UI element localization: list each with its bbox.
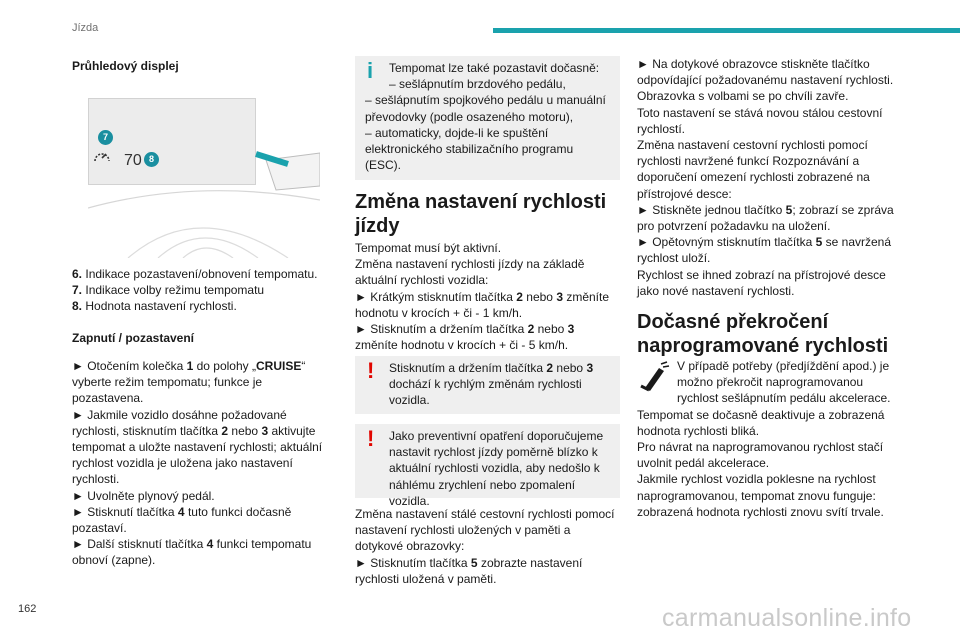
warning-icon: ! [367,426,375,451]
exceed-text: V případě potřeby (předjíždění apod.) je možno překročit naprogramovanou rychlost sešlápnutím pedálu akcelerace. Tempomat se dočasně deaktivuje a zobrazená hodnota rychlosti bliká. Pro návrat na naprogramovanou rychlost stačí uvolnit pedál akcelerace. Jakmile rychlost vozidla poklesne na rychlost naprogramovanou, tempomat znovu funguje: zobrazená hodnota rychlosti znovu svítí trvale. [637,359,891,519]
heading-temporary-exceed: Dočasné překročení naprogramované rychlosti [637,311,889,357]
warning-note-2: ! Jako preventivní opatření doporučujeme nastavit rychlost jízdy poměrně blízko k aktuální rychlosti vozidla, aby nedošlo k náhlému zrychlení nebo zpomalení vozidla. [355,424,620,498]
warning-icon: ! [367,358,375,383]
badge-8: 8 [144,152,159,167]
info-icon: i [367,58,374,83]
activation-text: ► Otočením kolečka 1 do polohy „CRUISE“ vyberte režim tempomatu; funkce je pozastavena. ► Jakmile vozidlo dosáhne požadované rychlosti, stisknutím tlačítka 2 nebo 3 aktivujte tempomat a uložte nastavení rychlosti; aktuální rychlost vozidla je uložena jako nastavení rychlosti. ► Uvolněte plynový pedál. ► Stisknutí tlačítka 4 tuto funkci dočasně pozastaví. ► Další stisknutí tlačítka 4 funkci tempomatu obnoví (zapne). [72,359,323,568]
heading-activation: Zapnutí / pozastavení [72,331,195,345]
info-note: i Tempomat lze také pozastavit dočasně: – sešlápnutím brzdového pedálu, – sešlápnutím spojkového pedálu u manuální převodovky (podle osazeného motoru), – automaticky, dojde-li ke spuštění elektronického stabilizačního programu (ESC). [355,56,620,180]
hud-speed: 70 [124,152,142,169]
header-accent-bar [493,28,960,33]
memory-speed-text: Změna nastavení stálé cestovní rychlosti pomocí nastavení rychlosti uložených v paměti a dotykové obrazovky: ► Stisknutím tlačítka 5 zobrazte nastavení rychlosti uložená v paměti. [355,507,615,586]
heading-hud: Průhledový displej [72,59,179,73]
legend-list [72,266,328,315]
section-label: Jízda [72,22,99,34]
warning-note-1: ! Stisknutím a držením tlačítka 2 nebo 3 dochází k rychlým změnám rychlosti vozidla. [355,356,620,414]
legend-item: 7. Indikace volby režimu tempomatu [72,283,265,298]
speed-change-text: Tempomat musí být aktivní. Změna nastavení rychlosti jízdy na základě aktuální rychlosti vozidla: ► Krátkým stisknutím tlačítka 2 nebo 3 změníte hodnotu v krocích + či - 1 km/h. ► Stisknutím a držením tlačítka 2 nebo 3 změníte hodnotu v krocích + či - 5 km/h. [355,241,610,353]
heading-speed-change: Změna nastavení rychlosti jízdy [355,191,607,237]
touchscreen-text: ► Na dotykové obrazovce stiskněte tlačítko odpovídající požadovanému nastavení rychlosti. Obrazovka s volbami se po chvíli zavře. Toto nastavení se stává novou stálou cestovní rychlostí. Změna nastavení cestovní rychlosti pomocí rychlosti navržené funkcí Rozpoznávání a doporučení omezení rychlosti zobrazené na přístrojové desce: ► Stiskněte jednou tlačítko 5; zobrazí se zpráva pro potvrzení požadavku na uložení. ► Opětovným stisknutím tlačítka 5 se navržená rychlost uloží. Rychlost se ihned zobrazí na přístrojové desce jako nové nastavení rychlosti. [637,57,894,298]
legend-item: 8. Hodnota nastavení rychlosti. [72,299,237,314]
page-number: 162 [18,603,37,615]
watermark: carmanualsonline.info [662,604,912,632]
hud-figure [88,98,320,258]
badge-7: 7 [98,130,113,145]
legend-item: 6. Indikace pozastavení/obnovení tempomatu. [72,267,318,281]
dashboard-illustration [88,98,320,258]
